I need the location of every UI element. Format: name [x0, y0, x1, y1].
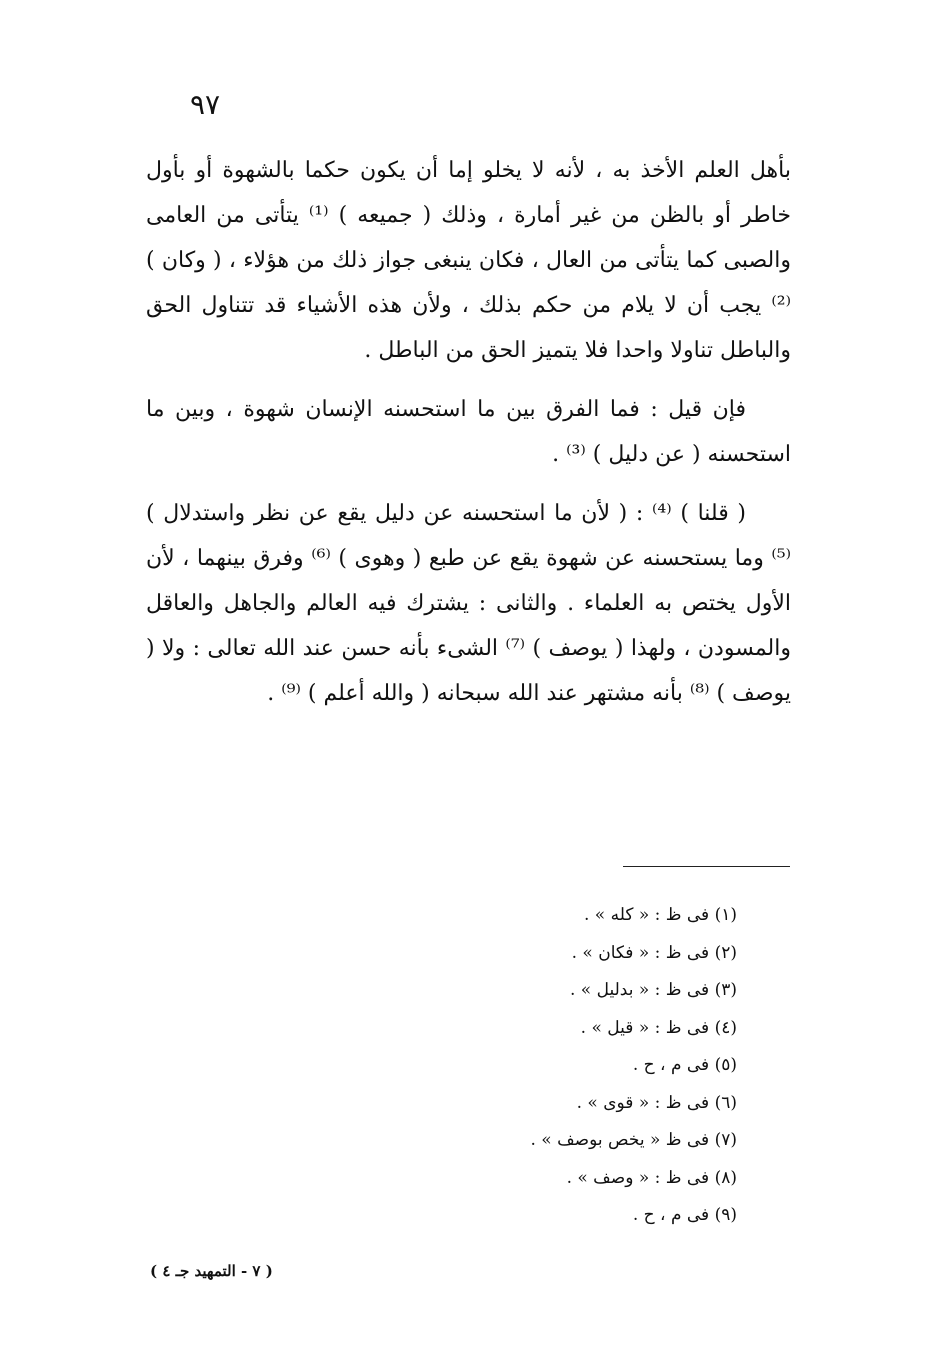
- footnote-8: (٨) فى ظ : « وصف » .: [566, 1167, 737, 1188]
- footnote-1: (١) فى ظ : « كله » .: [583, 905, 737, 925]
- paragraph-1: بأهل العلم الأخذ به ، لأنه لا يخلو إما أن يكون حكما بالشهوة أو بأول خاطر أو بالظن من غير أمارة ، وذلك ( جميعه ) ⁽¹⁾ يتأتى من العامى والصبى كما يتأتى من العال ، فكان ينبغى جواز ذلك من هؤلاء ، ( وكان ) ⁽²⁾ يجب أن لا يلام من حكم بذلك ، ولأن هذه الأشياء قد تتناول الحق والباطل تناولا واحدا فلا يتميز الحق من الباطل .: [146, 158, 791, 363]
- paragraph-3: ( قلنا ) ⁽⁴⁾ : ( لأن ما استحسنه عن دليل يقع عن نظر واستدلال ) ⁽⁵⁾ وما يستحسنه عن شهوة يقع عن طبع ( وهوى ) ⁽⁶⁾ وفرق بينهما ، لأن الأول يختص به العلماء . والثانى : يشترك فيه العالم والجاهل والعاقل والمسودن ، ولهذا ( يوصف ) ⁽⁷⁾ الشىء بأنه حسن عند الله تعالى : ولا ( يوصف ) ⁽⁸⁾ بأنه مشتهر عند الله سبحانه ( والله أعلم ) ⁽⁹⁾ .: [146, 501, 791, 706]
- footnote-9: (٩) فى م ، ح .: [632, 1205, 737, 1225]
- footnote-5: (٥) فى م ، ح .: [632, 1055, 737, 1075]
- footnote-3: (٣) فى ظ : « بدليل » .: [569, 980, 737, 1000]
- paragraph-2: فإن قيل : فما الفرق بين ما استحسنه الإنسان شهوة ، وبين ما استحسنه ( عن دليل ) ⁽³⁾ .: [146, 397, 791, 467]
- signature-mark: ( ٧ - التمهيد جـ ٤ ): [150, 1262, 273, 1280]
- footnote-6: (٦) فى ظ : « قوى » .: [576, 1092, 737, 1113]
- footnote-7: (٧) فى ظ « يخص بوصف » .: [530, 1130, 737, 1150]
- page-number: ٩٧: [190, 88, 221, 121]
- footnotes: [530, 897, 737, 1235]
- footnote-separator: [623, 866, 790, 867]
- main-text: [146, 148, 791, 730]
- footnote-2: (٢) فى ظ : « فكان » .: [571, 942, 737, 963]
- footnote-4: (٤) فى ظ : « قيل » .: [580, 1017, 737, 1038]
